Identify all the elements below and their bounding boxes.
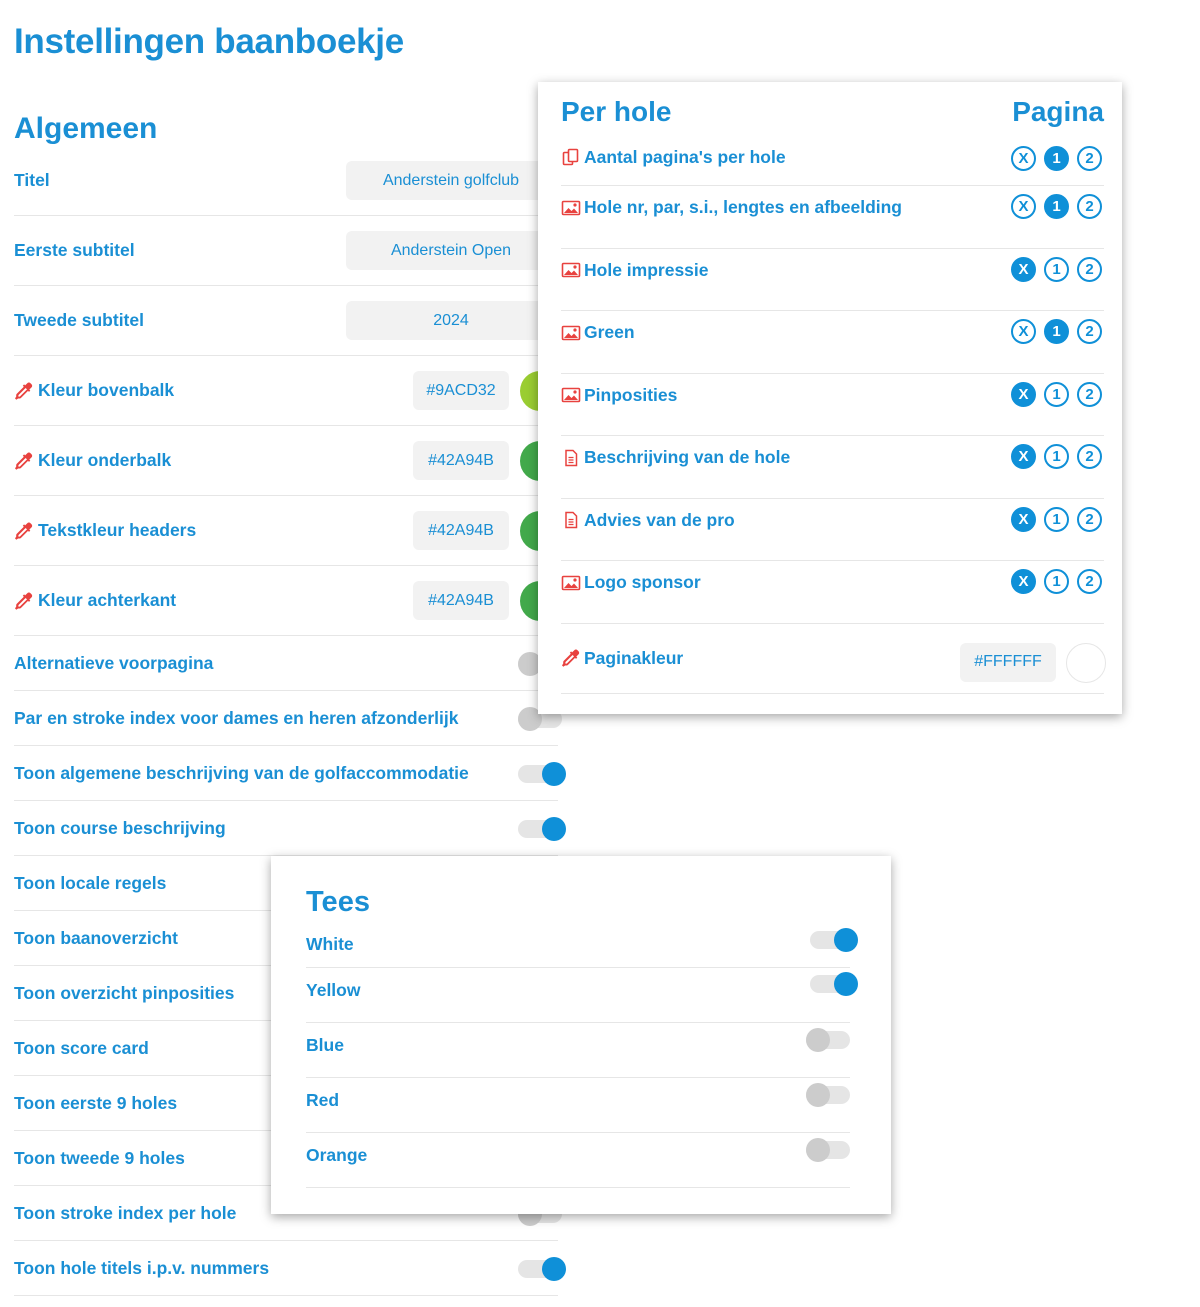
per-hole-list: [561, 137, 1104, 694]
option-1[interactable]: 1: [1044, 507, 1069, 532]
option-2[interactable]: 2: [1077, 444, 1102, 469]
option-1[interactable]: 1: [1044, 319, 1069, 344]
per-hole-label: Advies van de pro: [584, 509, 735, 530]
setting-row-title: [14, 146, 558, 216]
setting-label: Toon tweede 9 holes: [14, 1147, 185, 1168]
per-hole-title: Per hole: [561, 96, 672, 127]
page-options: [1011, 194, 1102, 219]
option-1[interactable]: 1: [1044, 257, 1069, 282]
tee-label: White: [306, 933, 354, 954]
per-hole-label: Pinposities: [584, 384, 678, 405]
image-icon: [561, 573, 581, 593]
tee-label: Red: [306, 1089, 340, 1110]
toggle-switch[interactable]: [518, 1259, 562, 1279]
pages-icon: [561, 147, 581, 167]
page-column-title: Pagina: [1012, 96, 1104, 127]
setting-label: Par en stroke index voor dames en heren afzonderlijk: [14, 707, 459, 728]
setting-label: Toon overzicht pinposities: [14, 982, 235, 1003]
per-hole-label: Hole nr, par, s.i., lengtes en afbeelding: [584, 197, 902, 218]
per-hole-row: [561, 499, 1104, 562]
image-icon: [561, 260, 581, 280]
toggle-switch[interactable]: [806, 1140, 850, 1160]
color-picker-icon: [14, 521, 34, 541]
per-hole-row: [561, 561, 1104, 624]
setting-label: Toon eerste 9 holes: [14, 1092, 178, 1113]
option-x[interactable]: X: [1011, 569, 1036, 594]
image-icon: [561, 323, 581, 343]
setting-row-course-description: [14, 801, 558, 856]
toggle-switch[interactable]: [810, 930, 854, 950]
setting-label: Toon score card: [14, 1037, 149, 1058]
option-x[interactable]: X: [1011, 194, 1036, 219]
setting-label: Alternatieve voorpagina: [14, 652, 214, 673]
tee-label: Blue: [306, 1034, 344, 1055]
color-hex-input[interactable]: #42A94B: [413, 581, 509, 620]
option-2[interactable]: 2: [1077, 569, 1102, 594]
color-picker-icon: [14, 591, 34, 611]
tee-row-red: [306, 1078, 850, 1133]
second-subtitle-input[interactable]: 2024: [346, 301, 556, 340]
option-1[interactable]: 1: [1044, 146, 1069, 171]
setting-label: Kleur achterkant: [38, 590, 177, 610]
setting-label: Kleur bovenbalk: [38, 380, 175, 400]
toggle-switch[interactable]: [806, 1085, 850, 1105]
option-x[interactable]: X: [1011, 319, 1036, 344]
setting-label: Tweede subtitel: [14, 310, 144, 330]
per-hole-label: Green: [584, 322, 635, 343]
tee-label: Orange: [306, 1144, 368, 1165]
page-options: [1011, 507, 1102, 532]
page-options: [1011, 444, 1102, 469]
page-options: [1011, 569, 1102, 594]
per-hole-label: Logo sponsor: [584, 572, 701, 593]
color-picker-icon: [561, 648, 581, 668]
option-2[interactable]: 2: [1077, 382, 1102, 407]
per-hole-panel: [538, 82, 1122, 714]
setting-label: Toon algemene beschrijving van de golfaccommodatie: [14, 762, 469, 783]
page-color-hex-input[interactable]: #FFFFFF: [960, 643, 1056, 682]
toggle-switch[interactable]: [518, 819, 562, 839]
tee-row-orange: [306, 1133, 850, 1188]
setting-row-color-bottom-bar: [14, 426, 558, 496]
per-hole-row: [561, 436, 1104, 499]
setting-label: Eerste subtitel: [14, 240, 135, 260]
per-hole-label: Beschrijving van de hole: [584, 447, 791, 468]
option-1[interactable]: 1: [1044, 194, 1069, 219]
option-2[interactable]: 2: [1077, 257, 1102, 282]
toggle-switch[interactable]: [810, 974, 854, 994]
setting-row-color-top-bar: [14, 356, 558, 426]
per-hole-row: [561, 311, 1104, 374]
tees-list: [306, 923, 850, 1188]
color-picker-icon: [14, 451, 34, 471]
setting-row-alt-cover: [14, 636, 558, 691]
option-1[interactable]: 1: [1044, 444, 1069, 469]
per-hole-label: Paginakleur: [584, 647, 684, 668]
setting-row-color-headers: [14, 496, 558, 566]
document-icon: [561, 448, 581, 468]
page-options: [1011, 257, 1102, 282]
option-2[interactable]: 2: [1077, 319, 1102, 344]
per-hole-row: [561, 374, 1104, 437]
setting-row-first-subtitle: [14, 216, 558, 286]
page-color-row: [561, 624, 1104, 694]
color-hex-input[interactable]: #9ACD32: [413, 371, 509, 410]
image-icon: [561, 198, 581, 218]
color-hex-input[interactable]: #42A94B: [413, 511, 509, 550]
setting-row-hole-titles: [14, 1241, 558, 1296]
per-hole-row: [561, 137, 1104, 186]
section-title-general: Algemeen: [14, 112, 158, 145]
per-hole-label: Aantal pagina's per hole: [584, 146, 786, 167]
option-x[interactable]: X: [1011, 146, 1036, 171]
option-2[interactable]: 2: [1077, 146, 1102, 171]
per-hole-label: Hole impressie: [584, 259, 709, 280]
page-color-swatch[interactable]: [1066, 643, 1106, 683]
tee-row-yellow: [306, 968, 850, 1023]
title-input[interactable]: Anderstein golfclub: [346, 161, 556, 200]
option-x[interactable]: X: [1011, 507, 1036, 532]
setting-row-second-subtitle: [14, 286, 558, 356]
tee-row-blue: [306, 1023, 850, 1078]
tee-row-white: [306, 923, 850, 968]
image-icon: [561, 385, 581, 405]
page-options: [1011, 319, 1102, 344]
color-picker-icon: [14, 381, 34, 401]
setting-label: Toon stroke index per hole: [14, 1202, 237, 1223]
option-1[interactable]: 1: [1044, 569, 1069, 594]
tee-label: Yellow: [306, 979, 361, 1000]
option-x[interactable]: X: [1011, 257, 1036, 282]
tees-panel: [271, 856, 891, 1214]
tees-title: Tees: [306, 886, 370, 918]
toggle-switch[interactable]: [518, 764, 562, 784]
page-title: Instellingen baanboekje: [14, 22, 404, 61]
page-options: [1011, 146, 1102, 171]
setting-label: Titel: [14, 170, 50, 190]
setting-row-par-stroke-separate: [14, 691, 558, 746]
per-hole-row: [561, 249, 1104, 312]
document-icon: [561, 510, 581, 530]
setting-label: Toon baanoverzicht: [14, 927, 178, 948]
color-hex-input[interactable]: #42A94B: [413, 441, 509, 480]
page-options: [1011, 382, 1102, 407]
setting-row-color-back: [14, 566, 558, 636]
option-1[interactable]: 1: [1044, 382, 1069, 407]
option-2[interactable]: 2: [1077, 194, 1102, 219]
setting-label: Kleur onderbalk: [38, 450, 172, 470]
setting-row-general-description: [14, 746, 558, 801]
setting-label: Tekstkleur headers: [38, 520, 197, 540]
setting-label: Toon hole titels i.p.v. nummers: [14, 1257, 270, 1278]
per-hole-row: [561, 186, 1104, 249]
option-x[interactable]: X: [1011, 444, 1036, 469]
option-2[interactable]: 2: [1077, 507, 1102, 532]
first-subtitle-input[interactable]: Anderstein Open: [346, 231, 556, 270]
toggle-switch[interactable]: [806, 1030, 850, 1050]
setting-label: Toon locale regels: [14, 872, 167, 893]
setting-label: Toon course beschrijving: [14, 817, 226, 838]
option-x[interactable]: X: [1011, 382, 1036, 407]
